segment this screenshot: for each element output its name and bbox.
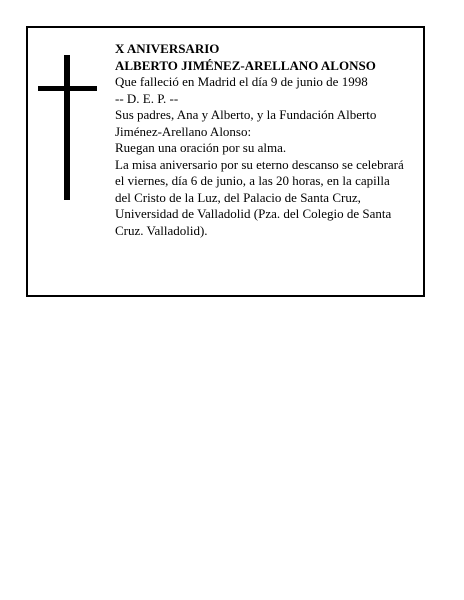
family-line: Jiménez-Arellano Alonso: (115, 123, 252, 139)
deceased-name: ALBERTO JIMÉNEZ-ARELLANO ALONSO (115, 57, 376, 73)
prayer-request-line: Ruegan una oración por su alma. (115, 140, 287, 155)
cross-vertical-bar (64, 55, 70, 200)
mass-details-line: el viernes, día 6 de junio, a las 20 horas, en la capilla (115, 173, 390, 188)
obituary-notice (26, 26, 425, 297)
family-line: Sus padres, Ana y Alberto, y la Fundación Alberto (115, 107, 377, 122)
death-date-line: Que falleció en Madrid el día 9 de junio de 1998 (115, 74, 368, 89)
notice-text (115, 41, 420, 239)
cross-horizontal-bar (38, 86, 97, 91)
mass-details-line: del Cristo de la Luz, del Palacio de Santa Cruz, (115, 189, 361, 205)
mass-details-line: La misa aniversario por su eterno descanso se celebrará (115, 156, 404, 172)
anniversary-heading: X ANIVERSARIO (115, 41, 220, 56)
mass-details-line: Cruz. Valladolid). (115, 222, 208, 238)
mass-details-line: Universidad de Valladolid (Pza. del Colegio de Santa (115, 206, 392, 221)
cross-icon (38, 55, 98, 200)
rest-in-peace-line: -- D. E. P. -- (115, 90, 179, 106)
